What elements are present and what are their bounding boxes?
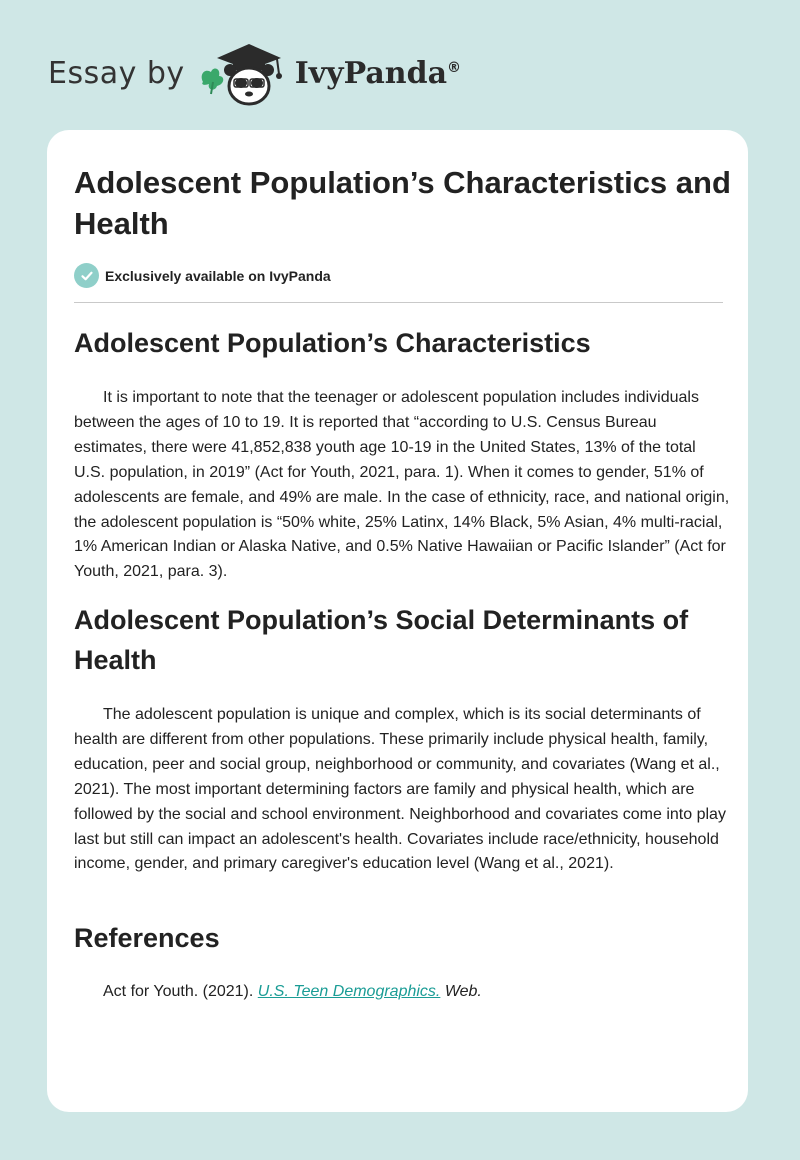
reference-prefix: Act for Youth. (2021). [103, 983, 258, 1000]
reference-suffix: Web. [440, 983, 482, 1000]
references-heading: References [74, 923, 220, 953]
reference-item [103, 980, 482, 1004]
reference-link[interactable]: U.S. Teen Demographics. [257, 983, 441, 1000]
exclusive-badge [74, 263, 331, 288]
exclusive-label: Exclusively available on IvyPanda [105, 267, 331, 284]
section-paragraph-characteristics: It is important to note that the teenager or adolescent population includes individuals between the ages of 10 to 19. It is reported that “according to U.S. Census Bureau estimates, there were 41,852,838 youth age 10-19 in the United States, 13% of the total U.S. population, in 2019” (Act for Youth, 2021, para. 1). When it comes to gender, 51% of adolescents are female, and 49% are male. In the case of ethnicity, race, and national origin, the adolescent population is “50% white, 25% Latinx, 14% Black, 5% Asian, 4% multi-racial, 1% American Indian or Alaska Native, and 0.5% Native Hawaiian or Pacific Islander” (Act for Youth, 2021, para. 3). [74, 389, 730, 581]
registered-mark: ® [447, 59, 462, 76]
brand-prefix: Essay by [48, 55, 185, 91]
check-icon [74, 263, 99, 288]
section-heading-social-determinants: Adolescent Population’s Social Determinants of Health [74, 605, 689, 675]
panda-graduate-logo-icon[interactable] [197, 38, 289, 108]
section-heading-characteristics: Adolescent Population’s Characteristics [74, 328, 591, 358]
essay-card [47, 130, 748, 1112]
page-title: Adolescent Population’s Characteristics and Health [74, 165, 731, 241]
ivy-leaf-icon [201, 69, 223, 94]
brand-header [48, 38, 461, 108]
brand-name[interactable]: IvyPanda® [294, 55, 462, 91]
section-paragraph-social-determinants: The adolescent population is unique and complex, which is its social determinants of health are different from other populations. These primarily include physical health, family, education, peer and social group, neighborhood or community, and covariates (Wang et al., 2021). The most important determining factors are family and physical health, which are followed by the social and school environment. Neighborhood and covariates come into play last but still can impact an adolescent's health. Covariates include race/ethnicity, household income, gender, and primary caregiver's education level (Wang et al., 2021). [74, 706, 726, 873]
divider [74, 302, 723, 303]
